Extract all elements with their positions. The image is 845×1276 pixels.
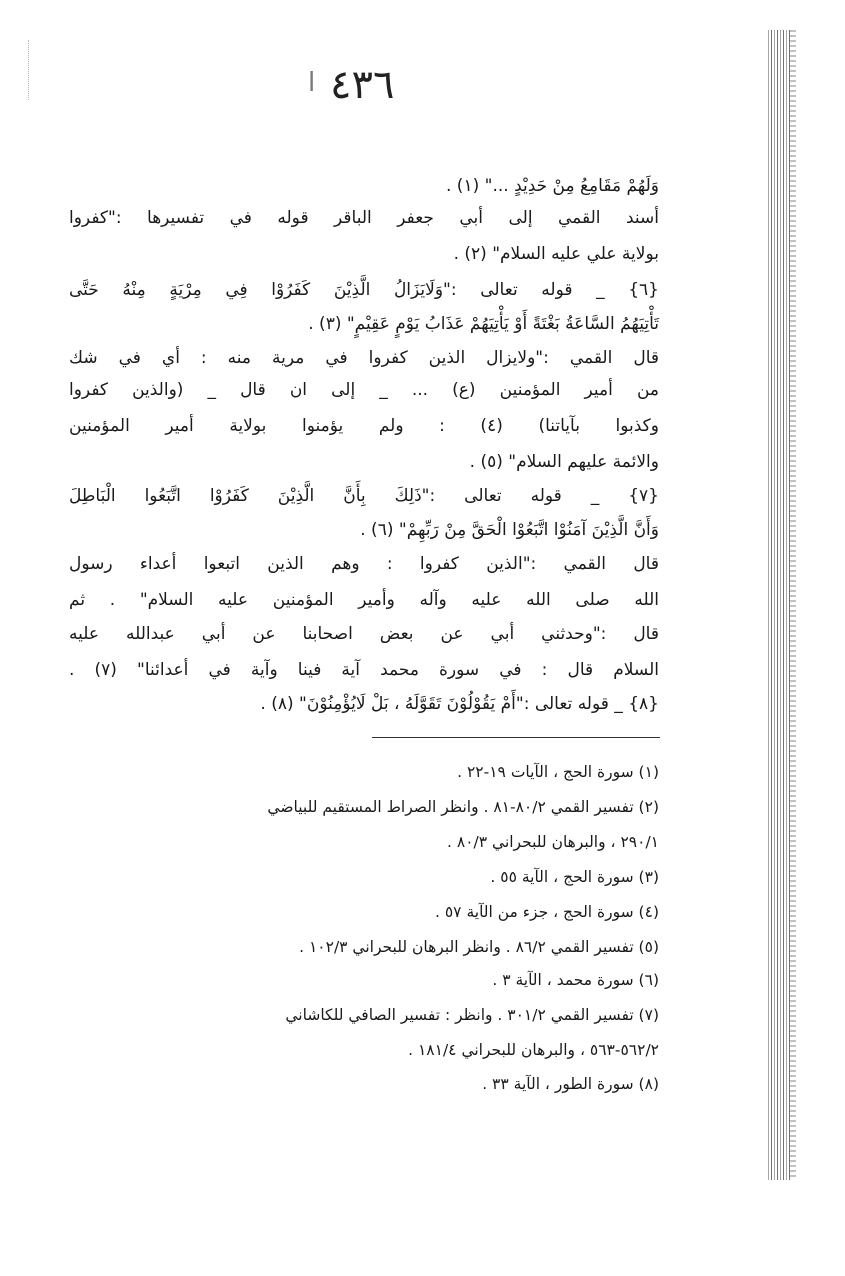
footnote-line: (٢) تفسير القمي ٨٠/٢-٨١ . وانظر الصراط المستقيم للبياضي bbox=[267, 798, 659, 816]
footnote-line: (٧) تفسير القمي ٣٠١/٢ . وانظر : تفسير الصافي للكاشاني bbox=[285, 1006, 659, 1024]
body-line: من أمير المؤمنين (ع) ... _ إلى ان قال _ (والذين كفروا bbox=[69, 380, 659, 400]
body-line: الله صلى الله عليه وآله وأمير المؤمنين عليه السلام" . ثم bbox=[69, 590, 659, 610]
binding-spine bbox=[768, 30, 790, 1180]
binding-edge bbox=[790, 30, 796, 1180]
body-line: قال القمي :"الذين كفروا : وهم الذين اتبعوا أعداء رسول bbox=[69, 554, 659, 574]
body-line: {٨} _ قوله تعالى :"أَمْ يَقُوْلُوْنَ تَقَوَّلَهُ ، بَلْ لَايُؤْمِنُوْنَ" (٨) . bbox=[260, 694, 659, 714]
body-line: السلام قال : في سورة محمد آية فينا وآية في أعدائنا" (٧) . bbox=[69, 660, 659, 680]
footnote-line: (٦) سورة محمد ، الآية ٣ . bbox=[492, 971, 659, 989]
body-line: تَأْتِيَهُمُ السَّاعَةُ بَغْتَةً أَوْ يَأْتِيَهُمْ عَذَابُ يَوْمٍ عَقِيْمٍ" (٣) . bbox=[308, 314, 659, 334]
body-line: وَلَهُمْ مَقَامِعُ مِنْ حَدِيْدٍ ..." (١) . bbox=[446, 176, 659, 196]
body-line: وَأَنَّ الَّذِيْنَ آمَنُوْا اتَّبَعُوْا الْحَقَّ مِنْ رَبِّهِمْ" (٦) . bbox=[360, 520, 659, 540]
footnote-line: (٨) سورة الطور ، الآية ٣٣ . bbox=[482, 1075, 659, 1093]
body-line: والائمة عليهم السلام" (٥) . bbox=[469, 452, 659, 472]
page-edge-mark bbox=[28, 40, 31, 100]
footnote-line: (٣) سورة الحج ، الآية ٥٥ . bbox=[490, 868, 659, 886]
body-line: قال القمي :"ولايزال الذين كفروا في مرية منه : أي في شك bbox=[69, 348, 659, 368]
footnote-separator bbox=[372, 737, 660, 738]
body-line: قال :"وحدثني أبي عن بعض اصحابنا عن أبي عبدالله عليه bbox=[69, 624, 659, 644]
footnote-line: (١) سورة الحج ، الآيات ١٩-٢٢ . bbox=[457, 763, 659, 781]
body-line: {٦} _ قوله تعالى :"وَلَايَزَالُ الَّذِيْنَ كَفَرُوْا فِي مِرْيَةٍ مِنْهُ حَتَّى bbox=[69, 280, 659, 300]
page-number-mark: ا bbox=[308, 68, 316, 98]
body-line: {٧} _ قوله تعالى :"ذَلِكَ بِأَنَّ الَّذِيْنَ كَفَرُوْا اتَّبَعُوا الْبَاطِلَ bbox=[69, 486, 659, 506]
footnote-line: (٥) تفسير القمي ٨٦/٢ . وانظر البرهان للبحراني ١٠٢/٣ . bbox=[299, 938, 659, 956]
body-line: بولاية علي عليه السلام" (٢) . bbox=[453, 244, 659, 264]
body-line: وكذبوا بآياتنا) (٤) : ولم يؤمنوا بولاية أمير المؤمنين bbox=[69, 416, 659, 436]
footnote-line: ٥٦٢/٢-٥٦٣ ، والبرهان للبحراني ١٨١/٤ . bbox=[408, 1041, 659, 1059]
footnote-line: ٢٩٠/١ ، والبرهان للبحراني ٨٠/٣ . bbox=[447, 833, 659, 851]
footnote-line: (٤) سورة الحج ، جزء من الآية ٥٧ . bbox=[435, 903, 659, 921]
page-number: ٤٣٦ bbox=[330, 62, 395, 108]
body-line: أسند القمي إلى أبي جعفر الباقر قوله في تفسيرها :"كفروا bbox=[69, 208, 659, 228]
